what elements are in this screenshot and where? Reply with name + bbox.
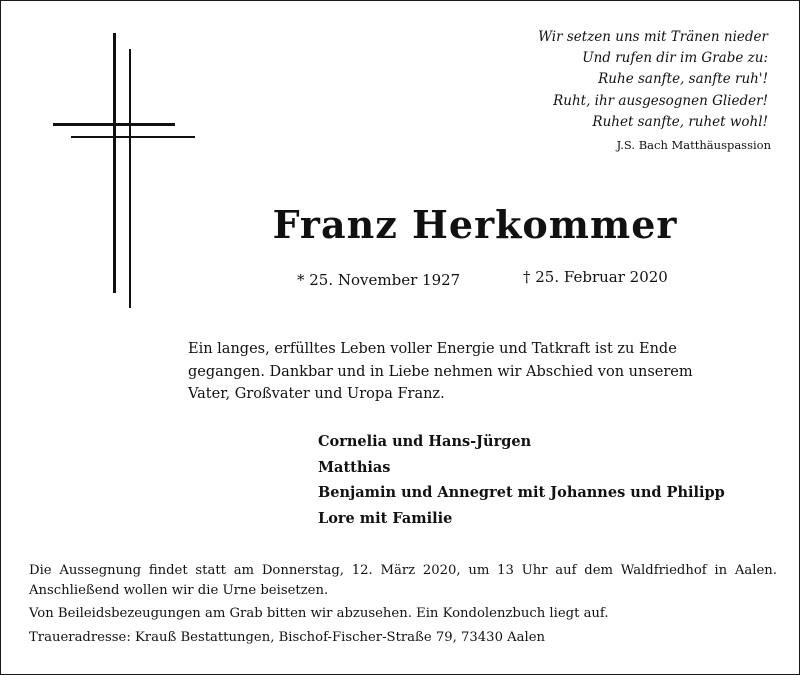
poem-line: Wir setzen uns mit Tränen nieder — [538, 29, 768, 45]
family-member: Lore mit Familie — [318, 509, 453, 527]
family-member: Matthias — [318, 458, 391, 476]
farewell-message — [188, 338, 728, 406]
footer-info — [29, 561, 777, 648]
ceremony-info: Die Aussegnung findet statt am Donnerstag, 12. März 2020, um 13 Uhr auf dem Waldfriedhof in Aalen. Anschließend wollen wir die Urne beisetzen. — [29, 563, 777, 598]
poem-line: Ruhet sanfte, ruhet wohl! — [592, 113, 768, 130]
farewell-text: Ein langes, erfülltes Leben voller Energie und Tatkraft ist zu Ende gegangen. Dankbar und in Liebe nehmen wir Abschied von unserem Vater, Großvater und Uropa Franz. — [188, 341, 693, 402]
birth-date: * 25. November 1927 — [297, 271, 461, 289]
poem-quote — [488, 27, 771, 153]
poem-line: Und rufen dir im Grabe zu: — [582, 50, 768, 67]
family-list — [318, 429, 725, 531]
family-member: Benjamin und Annegret mit Johannes und Philipp — [318, 484, 725, 501]
death-date: † 25. Februar 2020 — [523, 268, 668, 286]
poem-line: Ruhe sanfte, sanfte ruh'! — [598, 71, 768, 88]
cross-icon — [53, 33, 195, 308]
family-member: Cornelia und Hans-Jürgen — [318, 433, 532, 450]
poem-source: J.S. Bach Matthäuspassion — [616, 138, 771, 153]
condolence-note: Von Beileidsbezeugungen am Grab bitten wir abzusehen. Ein Kondolenzbuch liegt auf. — [29, 606, 609, 621]
deceased-name: Franz Herkommer — [272, 202, 678, 247]
poem-line: Ruht, ihr ausgesognen Glieder! — [553, 92, 768, 109]
mourning-address: Traueradresse: Krauß Bestattungen, Bischof-Fischer-Straße 79, 73430 Aalen — [29, 630, 546, 645]
